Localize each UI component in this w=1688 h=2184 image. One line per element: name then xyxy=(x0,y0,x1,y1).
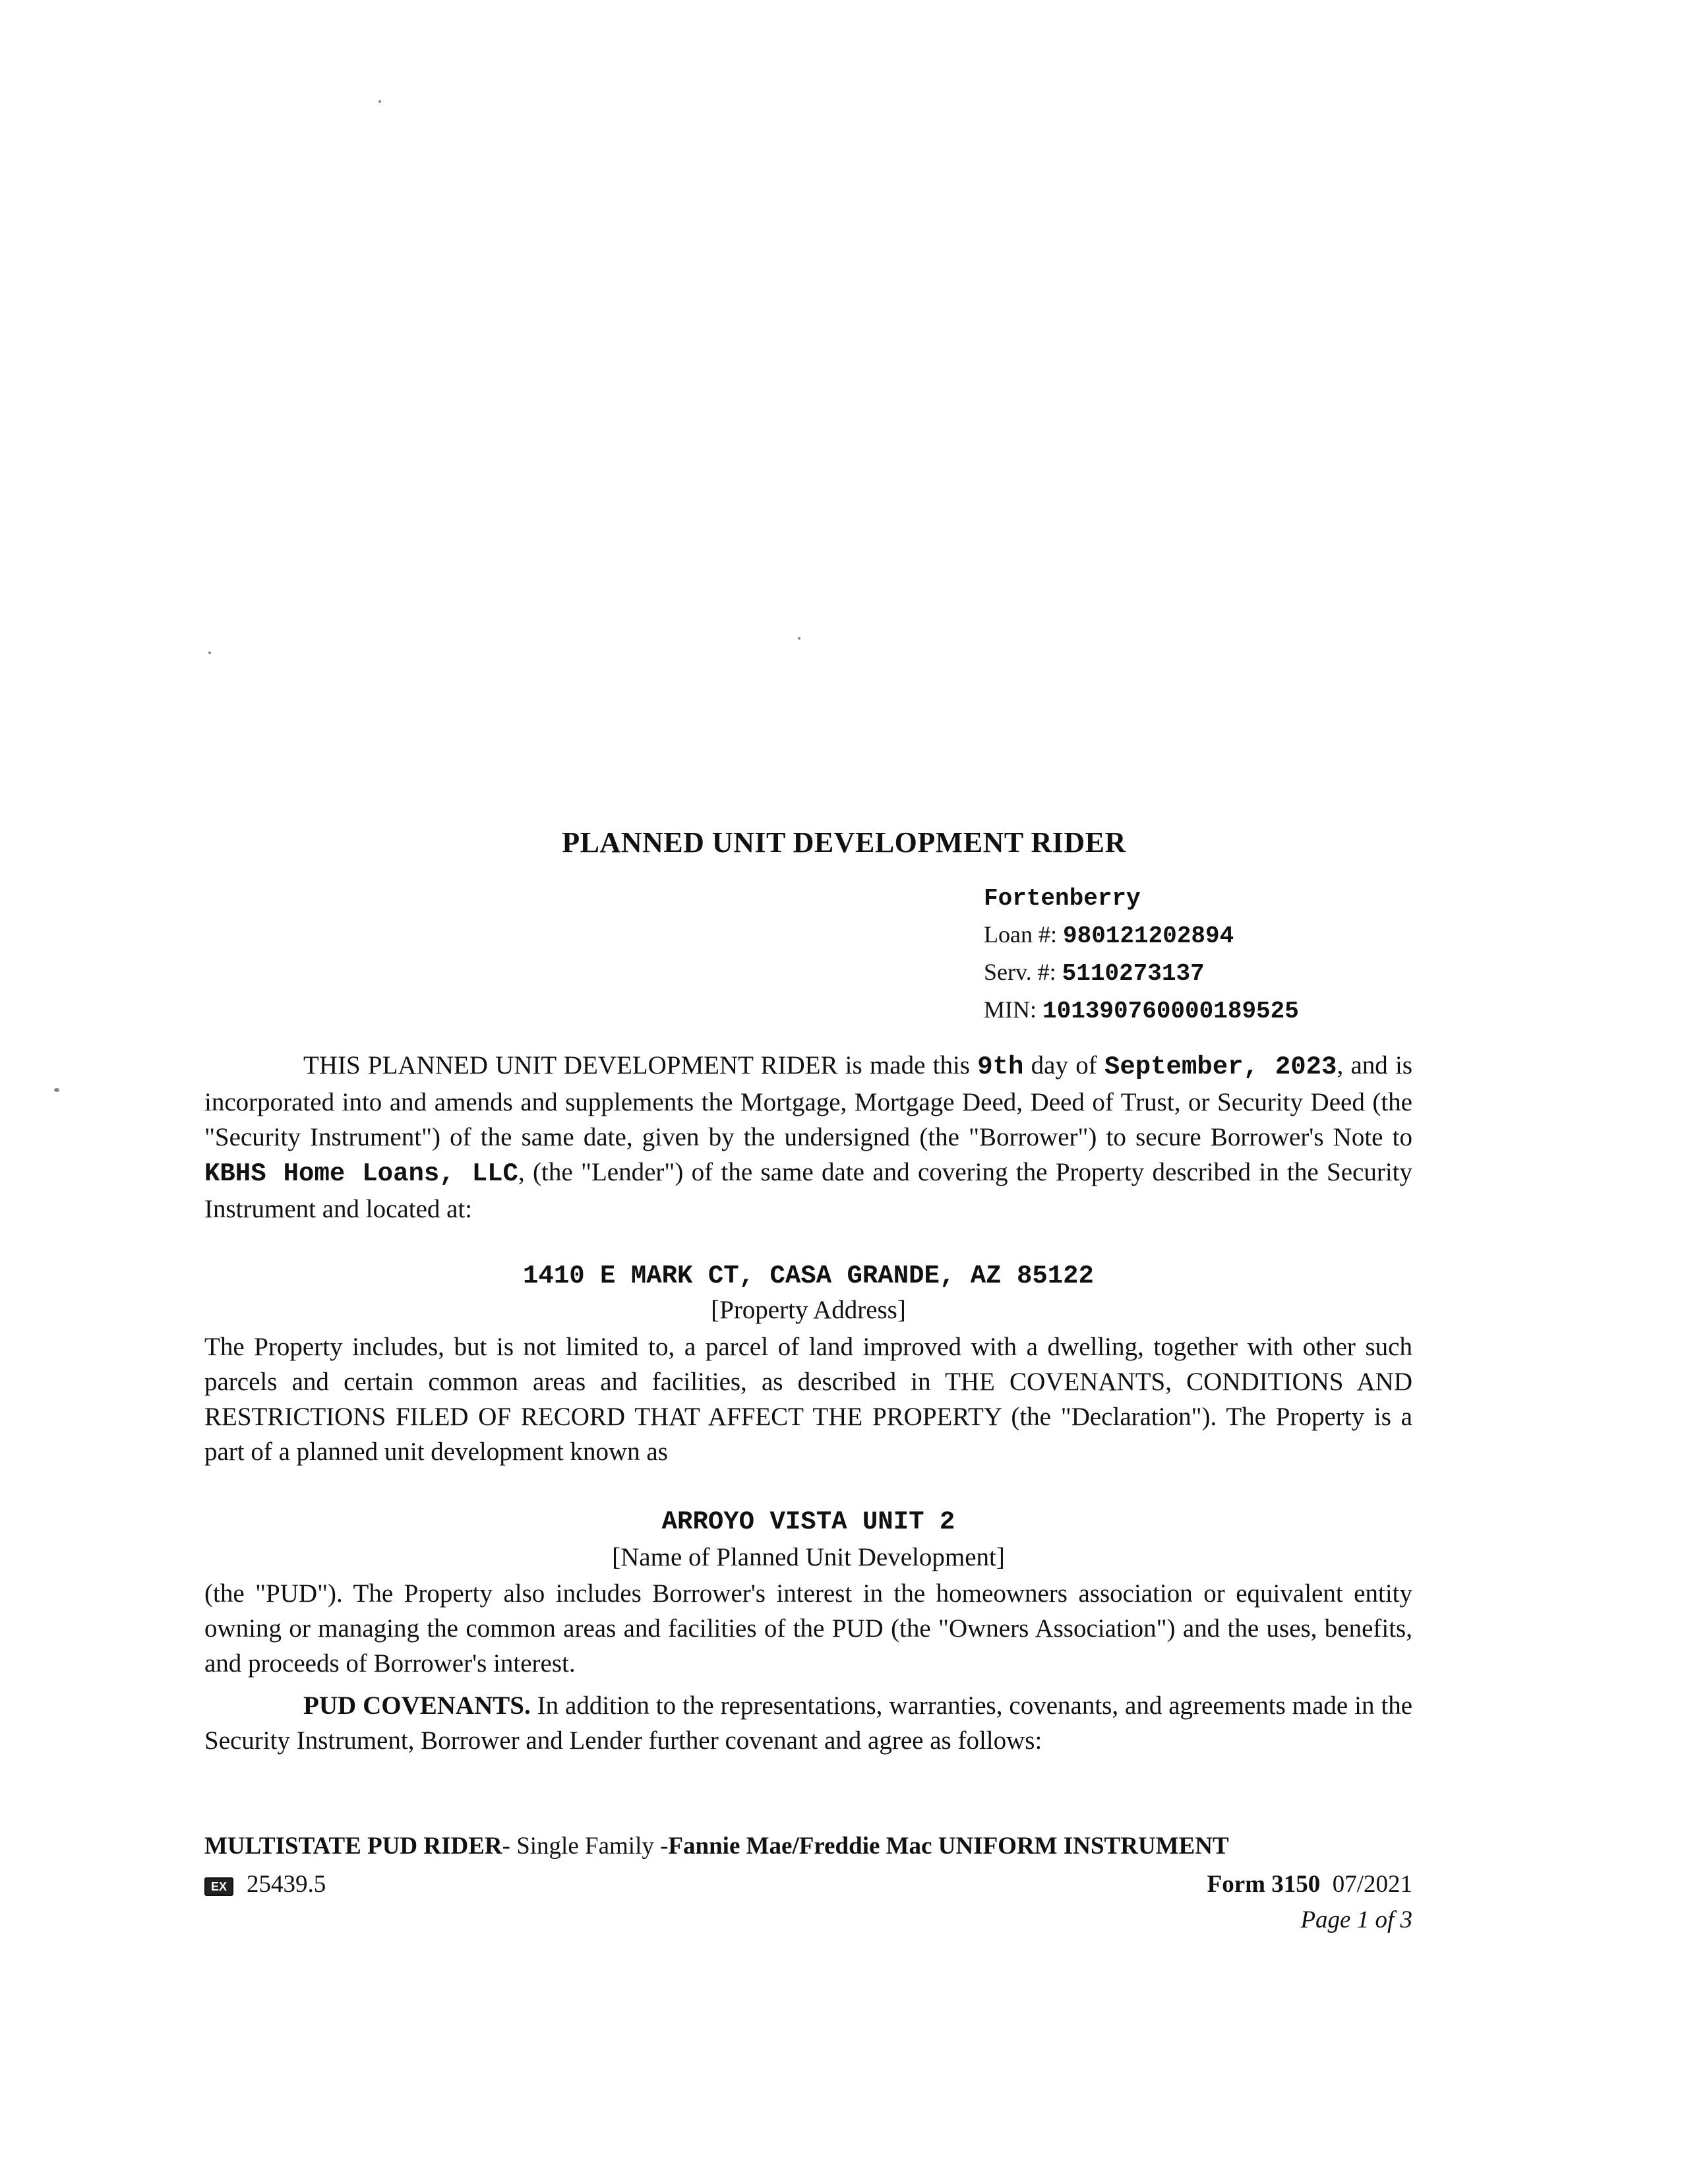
intro-paragraph xyxy=(204,1048,1412,1227)
min-number-line xyxy=(984,992,1299,1029)
intro-text-3: , and is incorporated into and amends and supplements the Mortgage, Mortgage Deed, Deed of Trust, or Security Deed (the "Security Instrument") of the same date, given by the undersigned (the "Borrower") to secure Borrower's Note to xyxy=(204,1051,1413,1151)
doc-code: 25439.5 xyxy=(247,1871,326,1898)
intro-text-2: day of xyxy=(1023,1051,1104,1079)
loan-info-block xyxy=(984,881,1299,1029)
pud-paragraph: (the "PUD"). The Property also includes Borrower's interest in the homeowners association or equivalent entity owning or managing the common areas and facilities of the PUD (the "Owners Association") and the uses, benefits, and proceeds of Borrower's interest. xyxy=(204,1579,1412,1678)
intro-text-1: THIS PLANNED UNIT DEVELOPMENT RIDER is made this xyxy=(303,1051,978,1079)
serv-label: Serv. #: xyxy=(984,959,1062,985)
covenants-heading: PUD COVENANTS. xyxy=(303,1691,531,1720)
form-label: Form 3150 xyxy=(1207,1871,1321,1898)
loan-label: Loan #: xyxy=(984,921,1063,948)
form-number xyxy=(1207,1870,1412,1898)
document-title: PLANNED UNIT DEVELOPMENT RIDER xyxy=(562,826,1126,859)
rider-month-year: September, 2023 xyxy=(1104,1052,1337,1081)
scan-speck xyxy=(54,1088,59,1092)
lender-name: KBHS Home Loans, LLC xyxy=(204,1159,518,1188)
footer-rider-type: - Single Family - xyxy=(502,1833,669,1860)
form-date: 07/2021 xyxy=(1332,1871,1412,1898)
property-address: 1410 E MARK CT, CASA GRANDE, AZ 85122 xyxy=(523,1261,1094,1290)
rider-day: 9th xyxy=(977,1052,1024,1081)
borrower-name: Fortenberry xyxy=(984,885,1141,912)
ex-logo-icon: EX xyxy=(204,1877,233,1896)
property-address-label: [Property Address] xyxy=(711,1296,906,1324)
min-number: 101390760000189525 xyxy=(1042,998,1299,1025)
footer-rider-line xyxy=(204,1832,1229,1860)
scan-speck xyxy=(208,652,211,654)
scan-speck xyxy=(798,637,800,640)
serv-number-line xyxy=(984,954,1299,992)
footer-form-line xyxy=(204,1870,1412,1903)
serv-number: 5110273137 xyxy=(1062,960,1205,987)
scan-speck xyxy=(378,100,381,103)
covenants-text: In addition to the representations, warranties, covenants, and agreements made in the Security Instrument, Borrower and Lender further covenant and agree as follows: xyxy=(204,1691,1413,1755)
footer-rider-title: MULTISTATE PUD RIDER xyxy=(204,1833,502,1860)
loan-number-line xyxy=(984,917,1299,954)
footer-rider-instrument: Fannie Mae/Freddie Mac UNIFORM INSTRUMENT xyxy=(668,1833,1229,1860)
declaration-paragraph: The Property includes, but is not limited to, a parcel of land improved with a dwelling, together with other such parcels and certain common areas and facilities, as described in THE COVENANTS, CONDITIONS AND RESTRICTIONS FILED OF RECORD THAT AFFECT THE PROPERTY (the "Declaration"). The Property is a part of a planned unit development known as xyxy=(204,1333,1412,1466)
loan-number: 980121202894 xyxy=(1062,923,1234,950)
pud-name-label: [Name of Planned Unit Development] xyxy=(612,1543,1005,1571)
intro-text-4: , (the "Lender") of the same date and covering the Property described in the Security Instrument and located at: xyxy=(204,1158,1413,1223)
pud-name: ARROYO VISTA UNIT 2 xyxy=(661,1507,955,1536)
page-number: Page 1 of 3 xyxy=(1300,1906,1412,1933)
covenants-paragraph xyxy=(204,1688,1412,1758)
min-label: MIN: xyxy=(984,996,1042,1023)
